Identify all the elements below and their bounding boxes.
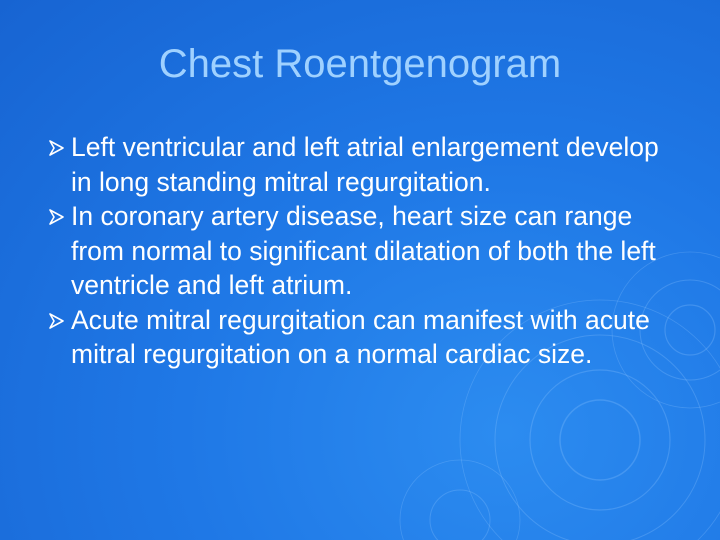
bullet-item bbox=[44, 130, 684, 199]
bullet-item bbox=[44, 303, 684, 372]
hollow-arrowhead-icon bbox=[48, 209, 64, 225]
hollow-arrowhead-icon bbox=[48, 313, 64, 329]
bullet-list bbox=[44, 130, 684, 372]
hollow-arrowhead-icon bbox=[48, 140, 64, 156]
slide-title: Chest Roentgenogram bbox=[158, 42, 562, 86]
bullet-text: Left ventricular and left atrial enlargement develop in long standing mitral regurgitation. bbox=[71, 132, 659, 197]
bullet-item bbox=[44, 199, 684, 303]
bullet-text: In coronary artery disease, heart size can range from normal to significant dilatation of both the left ventricle and left atrium. bbox=[71, 201, 656, 300]
bullet-text: Acute mitral regurgitation can manifest with acute mitral regurgitation on a normal cardiac size. bbox=[71, 304, 650, 369]
